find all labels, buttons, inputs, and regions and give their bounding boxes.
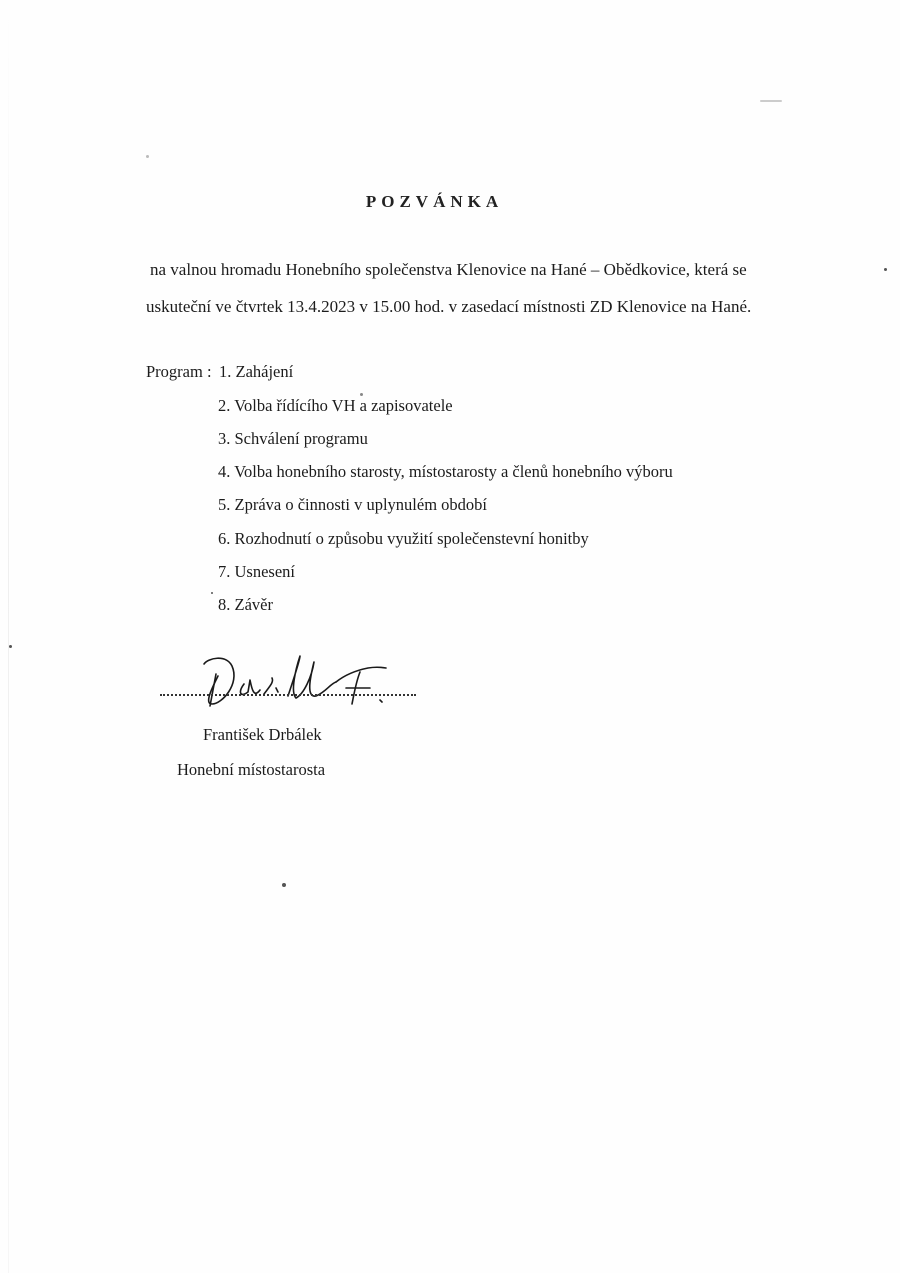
scan-speck	[211, 592, 213, 594]
scan-speck	[146, 155, 149, 158]
scan-edge	[8, 0, 9, 1273]
program-item: 6. Rozhodnutí o způsobu využití společenstevní honitby	[218, 529, 589, 548]
program-item: 5. Zpráva o činnosti v uplynulém období	[218, 495, 488, 514]
signature-line	[160, 694, 416, 696]
program-item: 7. Usnesení	[218, 562, 295, 581]
document-title: POZVÁNKA	[365, 192, 504, 211]
intro-line-2: uskuteční ve čtvrtek 13.4.2023 v 15.00 hod. v zasedací místnosti ZD Klenovice na Hané.	[146, 297, 752, 316]
scan-speck	[760, 100, 782, 102]
scan-speck	[884, 268, 887, 271]
signature-scribble	[160, 648, 420, 718]
signature	[160, 648, 420, 718]
intro-line-1: na valnou hromadu Honebního společenstva Klenovice na Hané – Obědkovice, která se	[150, 260, 747, 279]
program-item: 2. Volba řídícího VH a zapisovatele	[218, 396, 453, 415]
program-item: 1. Zahájení	[219, 362, 294, 381]
scan-speck	[9, 645, 12, 648]
program-item: 8. Závěr	[218, 595, 273, 614]
scan-speck	[282, 883, 286, 887]
signer-role: Honební místostarosta	[177, 760, 326, 779]
signer-name: František Drbálek	[203, 725, 322, 744]
scan-speck	[360, 393, 363, 396]
program-item: 4. Volba honebního starosty, místostarosty a členů honebního výboru	[218, 462, 673, 481]
program-label: Program :	[146, 362, 212, 381]
program-item: 3. Schválení programu	[218, 429, 368, 448]
